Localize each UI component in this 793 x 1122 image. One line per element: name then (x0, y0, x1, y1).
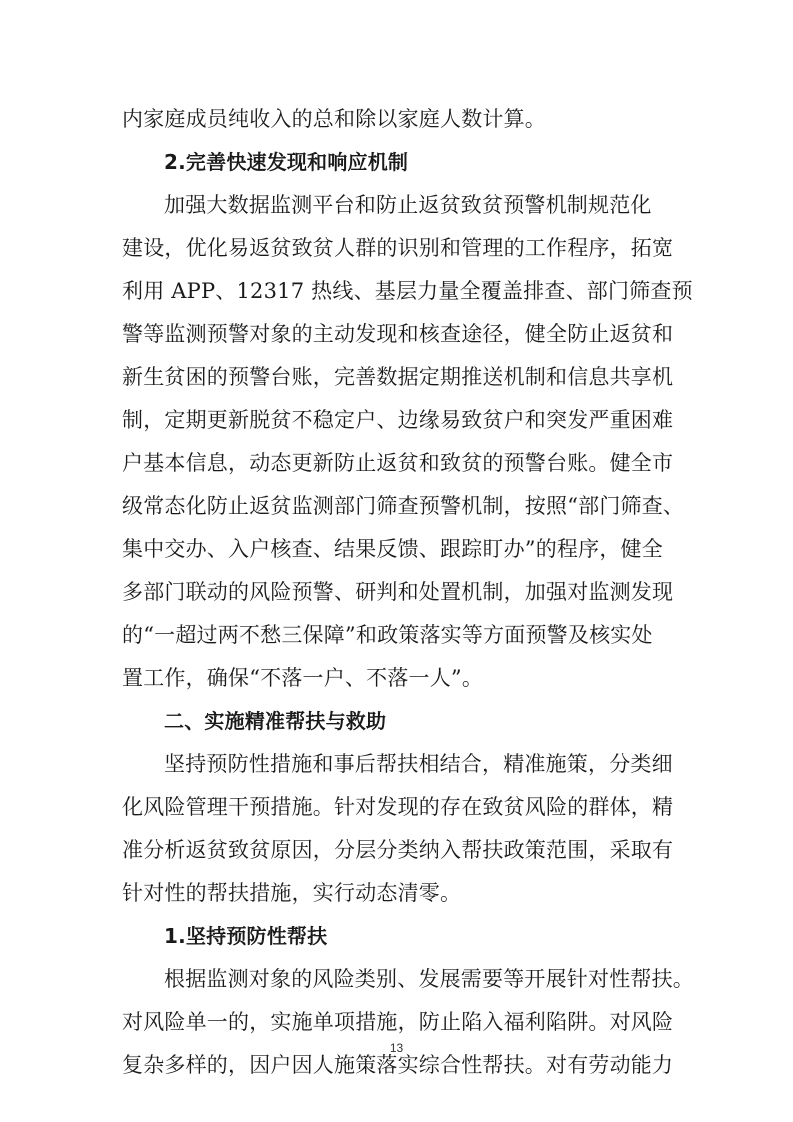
body-line: 集中交办、入户核查、结果反馈、跟踪盯办”的程序，健全 (122, 537, 663, 561)
body-line: 新生贫困的预警台账，完善数据定期推送机制和信息共享机 (122, 365, 674, 389)
section-heading: 1.坚持预防性帮扶 (164, 924, 328, 948)
body-line: 加强大数据监测平台和防止返贫致贫预警机制规范化 (164, 193, 652, 217)
body-line: 复杂多样的，因户因人施策落实综合性帮扶。对有劳动能力 (122, 1053, 674, 1077)
body-line: 置工作，确保“不落一户、不落一人”。 (122, 666, 484, 690)
body-line: 的“一超过两不愁三保障”和政策落实等方面预警及核实处 (122, 623, 653, 647)
body-line: 利用 APP、12317 热线、基层力量全覆盖排查、部门筛查预 (122, 279, 693, 303)
body-line: 对风险单一的，实施单项措施，防止陷入福利陷阱。对风险 (122, 1010, 674, 1034)
body-line: 根据监测对象的风险类别、发展需要等开展针对性帮扶。 (164, 967, 694, 991)
body-line: 建设，优化易返贫致贫人群的识别和管理的工作程序，拓宽 (122, 236, 674, 260)
body-line: 准分析返贫致贫原因，分层分类纳入帮扶政策范围，采取有 (122, 838, 674, 862)
body-line: 针对性的帮扶措施，实行动态清零。 (122, 881, 462, 905)
body-line: 警等监测预警对象的主动发现和核查途径，健全防止返贫和 (122, 322, 674, 346)
body-line: 级常态化防止返贫监测部门筛查预警机制，按照“部门筛查、 (122, 494, 685, 518)
body-line: 坚持预防性措施和事后帮扶相结合，精准施策，分类细 (164, 752, 673, 776)
chapter-heading: 二、实施精准帮扶与救助 (164, 709, 387, 733)
body-line: 制，定期更新脱贫不稳定户、边缘易致贫户和突发严重困难 (122, 408, 674, 432)
body-line: 内家庭成员纯收入的总和除以家庭人数计算。 (122, 107, 546, 131)
body-line: 多部门联动的风险预警、研判和处置机制，加强对监测发现 (122, 580, 674, 604)
body-line: 户基本信息，动态更新防止返贫和致贫的预警台账。健全市 (122, 451, 674, 475)
section-heading: 2.完善快速发现和响应机制 (164, 150, 409, 174)
page-number: 13 (389, 1041, 404, 1055)
body-line: 化风险管理干预措施。针对发现的存在致贫风险的群体，精 (122, 795, 674, 819)
